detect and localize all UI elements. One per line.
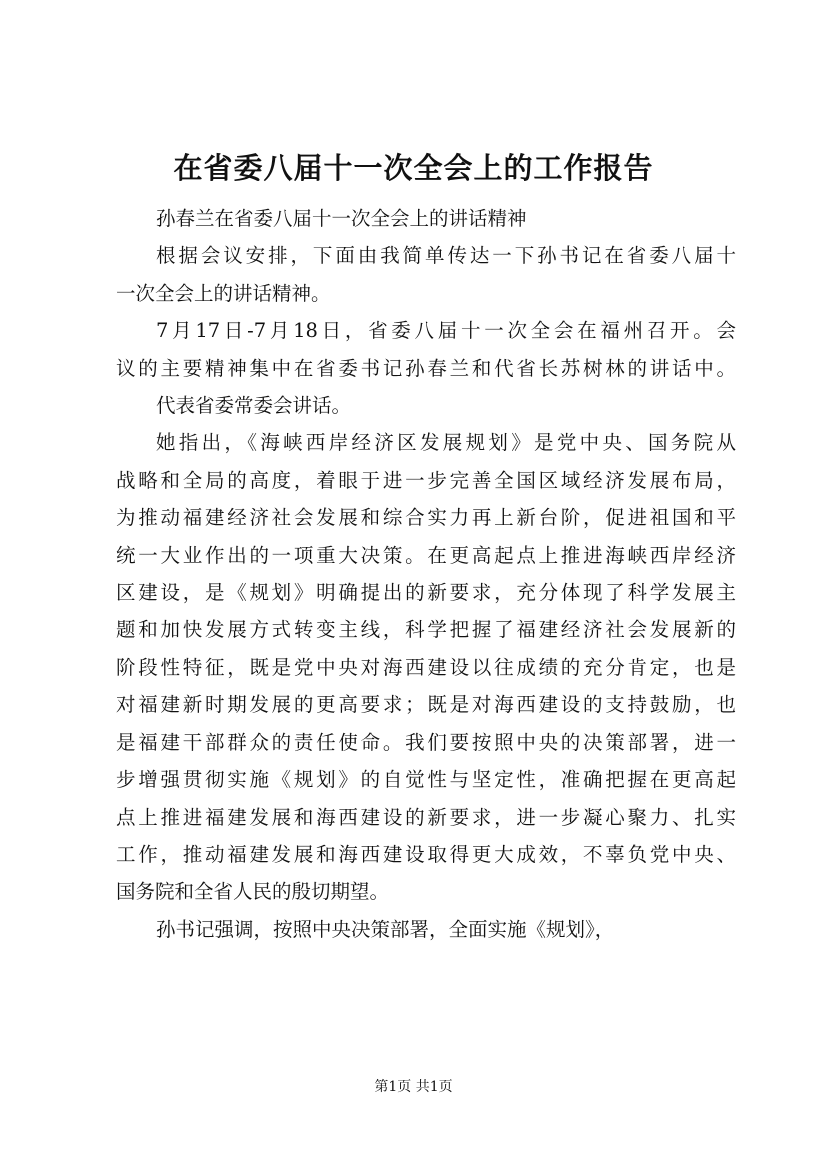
page-footer	[0, 1077, 827, 1097]
text-line: 国务院和全省人民的殷切期望。	[116, 880, 390, 904]
text-line: 区建设，是《规划》明确提出的新要求，充分体现了科学发展主	[116, 581, 736, 605]
text-line: 议的主要精神集中在省委书记孙春兰和代省长苏树林的讲话中。	[116, 356, 736, 380]
text-line: 7月17日-7月18日，省委八届十一次全会在福州召开。会	[156, 319, 736, 343]
document-title: 在省委八届十一次全会上的工作报告	[173, 151, 654, 185]
text-line: 为推动福建经济社会发展和综合实力再上新台阶，促进祖国和平	[116, 506, 736, 530]
text-line: 是福建干部群众的责任使命。我们要按照中央的决策部署，进一	[116, 730, 736, 754]
text-line: 统一大业作出的一项重大决策。在更高起点上推进海峡西岸经济	[116, 543, 736, 567]
text-line: 一次全会上的讲话精神。	[116, 281, 331, 305]
text-line: 题和加快发展方式转变主线，科学把握了福建经济社会发展新的	[116, 618, 736, 642]
paragraph-5	[116, 424, 736, 910]
text-line: 步增强贯彻实施《规划》的自觉性与坚定性，准确把握在更高起	[116, 768, 736, 792]
text-line: 点上推进福建发展和海西建设的新要求，进一步凝心聚力、扎实	[116, 805, 736, 829]
document-body	[116, 200, 736, 948]
paragraph-4	[116, 387, 736, 424]
text-line: 阶段性特征，既是党中央对海西建设以往成绩的充分肯定，也是	[116, 655, 736, 679]
text-line: 孙书记强调，按照中央决策部署，全面实施《规划》，	[156, 917, 615, 941]
paragraph-6	[116, 911, 736, 948]
page-number-label: 第1页 共1页	[374, 1079, 453, 1095]
text-line: 根据会议安排，下面由我简单传达一下孙书记在省委八届十	[156, 244, 736, 268]
text-line: 她指出，《海峡西岸经济区发展规划》是党中央、国务院从	[156, 431, 736, 455]
paragraph-3	[116, 312, 736, 387]
text-line: 工作，推动福建发展和海西建设取得更大成效，不辜负党中央、	[116, 842, 736, 866]
text-line: 战略和全局的高度，着眼于进一步完善全国区域经济发展布局，	[116, 468, 736, 492]
paragraph-2	[116, 237, 736, 312]
text-line: 代表省委常委会讲话。	[156, 394, 352, 418]
text-line: 孙春兰在省委八届十一次全会上的讲话精神	[156, 207, 527, 230]
paragraph-1	[116, 200, 736, 237]
text-line: 对福建新时期发展的更高要求；既是对海西建设的支持鼓励，也	[116, 693, 736, 717]
